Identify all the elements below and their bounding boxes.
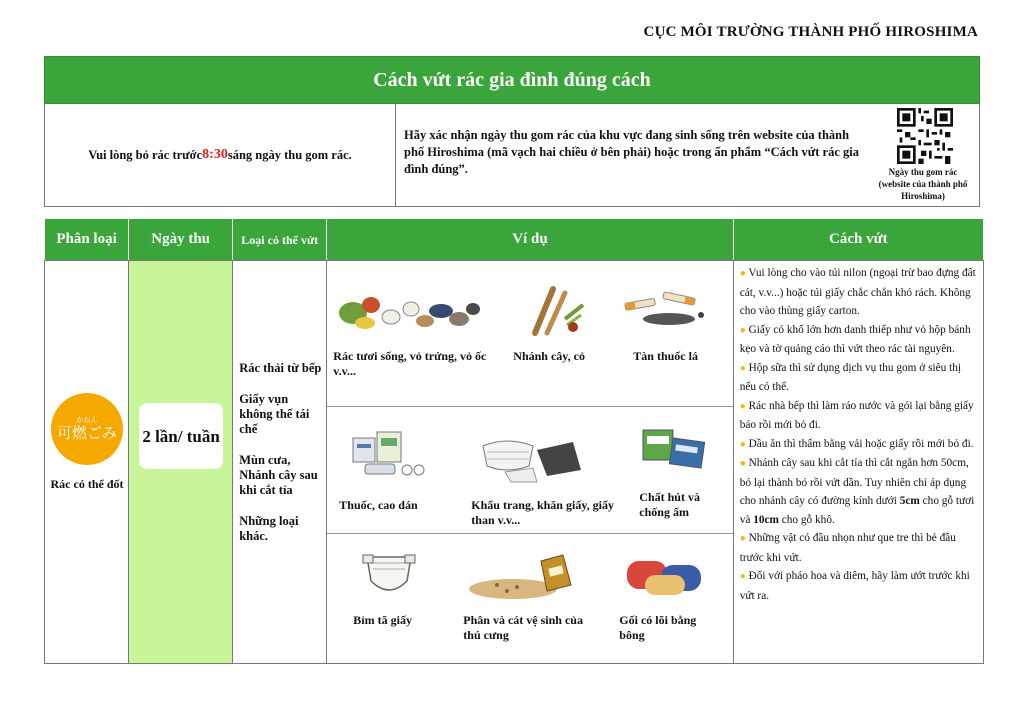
examples-cell (327, 261, 733, 664)
cigarette-butts-icon (619, 289, 715, 329)
example-label: Thuốc, cao dán (339, 498, 418, 512)
example-label: Phân và cát vệ sinh của thú cưng (463, 613, 583, 642)
pet-litter-icon (467, 547, 577, 601)
medicine-icon (349, 428, 429, 480)
instruction-text: Giấy có khổ lớn hơn danh thiếp như vỏ hộp bánh kẹo và tờ quảng cáo thì vứt theo rác tài nguyên. (739, 323, 971, 355)
instruction-text: Nhánh cây sau khi cắt tỉa thì cắt ngắn hơn 50cm, bó lại thành bó rồi vứt dần. Tuy nhiên chỉ áp dụng cho nhánh cây có đường kính dưới (739, 457, 969, 507)
examples-row (327, 406, 733, 534)
website-note-text: Hãy xác nhận ngày thu gom rác của khu vực đang sinh sống trên website của thành phố Hiroshima (mã vạch hai chiều ở bên phải) hoặc trong ấn phẩm “Cách vứt rác gia đình đúng”. (404, 128, 859, 176)
header-disposable-types: Loại có thể vứt (233, 219, 327, 261)
instruction-text: cho gỗ khô. (778, 513, 835, 526)
instruction-item (740, 359, 978, 397)
instruction-text: Hộp sữa thì sử dụng dịch vụ thu gom ở siêu thị nếu có thể. (739, 361, 962, 393)
instruction-item (740, 529, 978, 567)
type-item: Mùn cưa, Nhánh cây sau khi cắt tỉa (239, 453, 318, 497)
bullet-icon: ● (739, 400, 746, 412)
type-item: Những loại khác. (239, 514, 299, 543)
mask-icon (477, 432, 587, 484)
desiccant-icon (639, 424, 709, 472)
instructions-cell (733, 261, 983, 664)
types-cell (233, 261, 327, 664)
disposal-table (44, 218, 984, 664)
bullet-icon: ● (739, 268, 746, 279)
disposal-time: 8:30 (202, 147, 228, 162)
example-label: Chất hút và chống ẩm (639, 490, 700, 519)
time-note-after: sáng ngày thu gom rác. (227, 147, 352, 162)
instruction-item (740, 567, 978, 605)
instruction-text: Dầu ăn thì thấm bằng vải hoặc giấy rồi mới bỏ đi. (748, 437, 974, 450)
instruction-text: cho gỗ tươi và (739, 495, 975, 526)
bullet-icon: ● (739, 458, 746, 469)
classification-label: Rác có thể đốt (50, 477, 124, 491)
instruction-item (740, 435, 978, 455)
example-label: Gối có lõi bằng bông (619, 613, 697, 642)
dry-wood-diameter: 10cm (753, 513, 779, 526)
time-note-before: Vui lòng bỏ rác trước (88, 147, 203, 162)
burnable-kanji: 可燃ごみ (56, 424, 117, 442)
diaper-icon (361, 551, 417, 601)
examples-row (327, 261, 733, 407)
page-title: Cách vứt rác gia đình đúng cách (44, 56, 980, 104)
instruction-item (740, 454, 978, 529)
header-examples: Ví dụ (327, 219, 733, 261)
instruction-text: Đối với pháo hoa và diêm, hãy làm ướt trước khi vứt ra. (739, 570, 970, 602)
disposal-time-note (45, 104, 396, 206)
classification-cell (45, 261, 129, 664)
examples-row (327, 533, 733, 663)
burnable-badge (51, 393, 123, 465)
type-item: Rác thải từ bếp (239, 361, 322, 375)
qr-caption: Ngày thu gom rác (website của thành phố Hiroshima) (878, 167, 968, 201)
collection-frequency: 2 lần/ tuần (139, 403, 223, 469)
header-collection-day: Ngày thu (129, 219, 233, 261)
pillow-icon (623, 553, 713, 599)
fresh-wood-diameter: 5cm (899, 495, 920, 507)
bullet-icon: ● (739, 533, 746, 544)
example-label: Tàn thuốc lá (633, 349, 698, 363)
example-label: Bỉm tã giấy (353, 613, 412, 627)
instruction-item (740, 321, 978, 359)
info-box (44, 104, 980, 207)
branches-icon (527, 283, 587, 337)
bullet-icon: ● (739, 362, 746, 374)
agency-name: CỤC MÔI TRƯỜNG THÀNH PHỐ HIROSHIMA (643, 24, 978, 40)
collection-day-cell (129, 261, 233, 664)
bullet-icon: ● (739, 571, 746, 582)
qr-code-icon[interactable] (897, 108, 953, 164)
food-scraps-icon (335, 289, 483, 339)
header-classification: Phân loại (45, 219, 129, 261)
example-label: Khẩu trang, khăn giấy, giấy than v.v... (471, 498, 614, 527)
instruction-text: Vui lòng cho vào túi nilon (ngoại trừ bao đựng đất cát, v.v...) hoặc túi giấy chắc chắn khó rách. Không cho vào thùng giấy carton. (739, 267, 976, 317)
website-note (396, 104, 979, 206)
instruction-item (740, 264, 978, 321)
bullet-icon: ● (739, 324, 746, 336)
example-label: Nhánh cây, cỏ (513, 349, 585, 363)
instruction-text: Những vật có đầu nhọn như que tre thì bẻ đầu trước khi vứt. (739, 532, 956, 564)
type-item: Giấy vụn không thể tái chế (239, 392, 310, 436)
instruction-item (740, 397, 978, 435)
example-label: Rác tươi sống, vỏ trứng, vỏ ốc v.v... (333, 349, 487, 378)
burnable-ruby: かねん (76, 416, 98, 424)
bullet-icon: ● (739, 438, 746, 450)
instruction-text: Rác nhà bếp thì làm ráo nước và gói lại bằng giấy báo rồi mới bỏ đi. (739, 399, 974, 431)
header-how-to-dispose: Cách vứt (733, 219, 983, 261)
